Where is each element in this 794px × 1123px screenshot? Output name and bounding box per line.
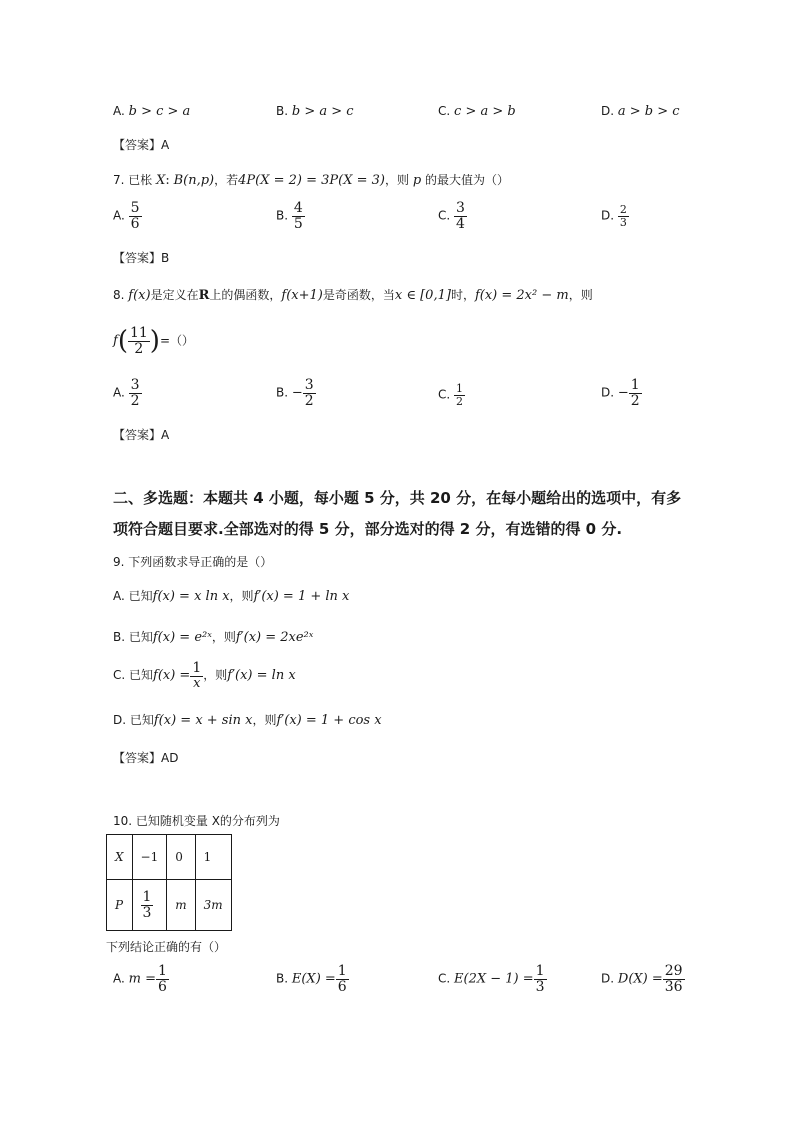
q8-number: 8. bbox=[113, 288, 125, 302]
q7-option-d bbox=[601, 204, 629, 228]
option-label: A. bbox=[113, 385, 125, 400]
q9-answer: 【答案】AD bbox=[113, 751, 179, 765]
numerator: 4 bbox=[293, 200, 303, 216]
option-label: D. bbox=[601, 208, 615, 223]
q8-text: 上的偶函数， bbox=[209, 288, 282, 302]
option-expr: b > a > c bbox=[291, 104, 354, 119]
table-cell: m bbox=[167, 880, 195, 931]
q8-option-d bbox=[601, 378, 642, 408]
option-label: D. bbox=[601, 971, 615, 986]
paren-open: ( bbox=[117, 326, 128, 357]
option-label: D. bbox=[601, 385, 615, 400]
option-lhs: E(2X − 1) = bbox=[454, 971, 534, 987]
numerator: 1 bbox=[337, 963, 347, 979]
q7-number: 7. 已枨 bbox=[113, 173, 153, 187]
table-cell: 3m bbox=[195, 880, 232, 931]
denominator: 3 bbox=[535, 978, 545, 995]
numerator: 1 bbox=[158, 963, 167, 979]
denominator: 2 bbox=[456, 394, 464, 408]
q8-text: ，则 bbox=[568, 288, 593, 302]
q6-option-c bbox=[438, 104, 516, 119]
q10-option-a bbox=[113, 964, 169, 994]
option-given: f(x) = x ln x bbox=[152, 589, 230, 604]
q6-option-d bbox=[601, 104, 680, 119]
fraction bbox=[190, 661, 203, 690]
fraction bbox=[629, 378, 642, 408]
numerator: 1 bbox=[630, 377, 640, 393]
option-label: A. 已知 bbox=[113, 589, 153, 603]
option-label: D. 已知 bbox=[113, 713, 154, 727]
fraction bbox=[618, 204, 629, 228]
option-expr: b > c > a bbox=[128, 104, 191, 119]
option-expr: c > a > b bbox=[454, 104, 516, 119]
q8-question-line bbox=[113, 326, 194, 356]
denominator: 4 bbox=[456, 215, 465, 232]
table-cell: 1 bbox=[195, 835, 232, 880]
q6-option-a bbox=[113, 104, 190, 119]
section-heading-line1: 二、多选题：本题共 4 小题，每小题 5 分，共 20 分，在每小题给出的选项中，有多 bbox=[113, 489, 682, 507]
distribution-table bbox=[106, 834, 232, 931]
numerator: 1 bbox=[535, 963, 545, 979]
q8-expr: f(x) bbox=[128, 288, 151, 303]
q8-expr: x ∈ [0,1] bbox=[394, 288, 451, 303]
q8-answer: 【答案】A bbox=[113, 428, 170, 442]
option-label: B. 已知 bbox=[113, 630, 153, 644]
q10-after: 下列结论正确的有（） bbox=[106, 940, 227, 954]
option-label: B. bbox=[276, 385, 289, 400]
option-lhs: m = bbox=[128, 971, 156, 987]
q7-var-x: X bbox=[156, 173, 166, 188]
fraction bbox=[129, 201, 142, 231]
option-label: C. 已知 bbox=[113, 668, 154, 683]
fraction bbox=[156, 964, 169, 994]
q8-option-b bbox=[276, 378, 316, 408]
option-label: C. bbox=[438, 971, 451, 986]
q8-text: 时， bbox=[450, 288, 475, 302]
fraction bbox=[303, 378, 316, 408]
numerator: 2 bbox=[619, 203, 627, 216]
numerator: 1 bbox=[456, 382, 464, 395]
option-sign: − bbox=[291, 385, 303, 401]
numerator: 1 bbox=[192, 660, 202, 676]
q8-text: 是奇函数，当 bbox=[322, 288, 395, 302]
q7-text: 的最大值为（） bbox=[424, 173, 509, 187]
q8-tail: =（） bbox=[159, 333, 195, 348]
option-label: B. bbox=[276, 208, 289, 223]
fraction bbox=[336, 964, 349, 994]
q9-option-d bbox=[113, 711, 382, 728]
denominator: 2 bbox=[130, 392, 140, 409]
q7-option-c bbox=[438, 201, 467, 231]
option-label: D. bbox=[601, 104, 615, 118]
option-label: C. bbox=[438, 387, 451, 402]
q8-function-name: f bbox=[113, 333, 118, 349]
numerator: 3 bbox=[456, 200, 465, 216]
option-given: f(x) = x + sin x bbox=[153, 713, 253, 728]
paren-close: ) bbox=[149, 326, 160, 357]
fraction bbox=[141, 890, 154, 920]
q7-option-b bbox=[276, 201, 305, 231]
q9-option-a bbox=[113, 587, 349, 604]
table-cell: −1 bbox=[132, 835, 167, 880]
fraction bbox=[663, 964, 685, 994]
q8-stem bbox=[113, 286, 593, 303]
q7-var-p: p bbox=[412, 173, 422, 188]
q6-answer: 【答案】A bbox=[113, 138, 170, 152]
denominator: x bbox=[193, 675, 201, 691]
numerator: 11 bbox=[129, 325, 148, 341]
option-then: ，则 bbox=[211, 630, 236, 644]
q7-answer: 【答案】B bbox=[113, 251, 170, 265]
option-result: f′(x) = 2xe²ˣ bbox=[235, 630, 314, 645]
option-given: f(x) = bbox=[153, 668, 191, 684]
q9-option-b bbox=[113, 628, 313, 645]
q10-option-d bbox=[601, 964, 685, 994]
option-result: f′(x) = 1 + ln x bbox=[253, 589, 350, 604]
q9-stem: 9. 下列函数求导正确的是（） bbox=[113, 555, 273, 569]
q10-option-c bbox=[438, 964, 547, 994]
q6-option-b bbox=[276, 104, 354, 119]
option-then: ，则 bbox=[229, 589, 254, 603]
table-cell: 0 bbox=[167, 835, 195, 880]
option-label: A. bbox=[113, 971, 125, 986]
denominator: 3 bbox=[619, 215, 627, 229]
denominator: 2 bbox=[630, 392, 640, 409]
fraction bbox=[292, 201, 305, 231]
option-label: A. bbox=[113, 104, 125, 118]
option-given: f(x) = e²ˣ bbox=[152, 630, 212, 645]
table-cell: P bbox=[107, 880, 133, 931]
denominator: 6 bbox=[158, 978, 167, 995]
numerator: 29 bbox=[664, 963, 683, 979]
q10-option-b bbox=[276, 964, 349, 994]
option-sign: − bbox=[617, 385, 629, 401]
option-label: A. bbox=[113, 208, 125, 223]
q8-real-set: R bbox=[198, 288, 210, 303]
q9-option-c bbox=[113, 661, 296, 690]
denominator: 2 bbox=[134, 340, 144, 357]
fraction bbox=[129, 378, 142, 408]
section-heading-line2: 项符合题目要求.全部选对的得 5 分，部分选对的得 2 分，有选错的得 0 分. bbox=[113, 520, 623, 538]
q8-text: 是定义在 bbox=[150, 288, 199, 302]
option-result: f′(x) = 1 + cos x bbox=[276, 713, 382, 728]
fraction bbox=[128, 326, 150, 356]
q7-text: ，若 bbox=[214, 173, 239, 187]
q7-colon: : bbox=[165, 173, 170, 188]
option-then: ，则 bbox=[203, 668, 228, 683]
denominator: 36 bbox=[664, 978, 683, 995]
numerator: 5 bbox=[130, 200, 140, 216]
table-cell: X bbox=[107, 835, 133, 880]
fraction bbox=[454, 383, 465, 407]
q7-stem bbox=[113, 171, 509, 188]
denominator: 6 bbox=[130, 215, 140, 232]
q7-option-a bbox=[113, 201, 142, 231]
denominator: 5 bbox=[293, 215, 303, 232]
q10-stem: 10. 已知随机变量 X的分布列为 bbox=[113, 814, 280, 828]
option-lhs: D(X) = bbox=[617, 971, 663, 987]
q7-text: ，则 bbox=[384, 173, 409, 187]
table-cell bbox=[132, 880, 167, 931]
fraction bbox=[534, 964, 547, 994]
option-then: ，则 bbox=[252, 713, 277, 727]
numerator: 3 bbox=[130, 377, 140, 393]
option-lhs: E(X) = bbox=[291, 971, 336, 987]
option-result: f′(x) = ln x bbox=[227, 668, 296, 684]
q8-option-a bbox=[113, 378, 142, 408]
numerator: 1 bbox=[142, 888, 152, 905]
denominator: 6 bbox=[337, 978, 347, 995]
option-label: C. bbox=[438, 104, 451, 118]
option-expr: a > b > c bbox=[617, 104, 680, 119]
fraction bbox=[454, 201, 467, 231]
q7-binomial: B(n,p) bbox=[173, 173, 215, 188]
q7-condition: 4P(X = 2) = 3P(X = 3) bbox=[238, 173, 385, 188]
denominator: 2 bbox=[304, 392, 314, 409]
q8-expr: f(x+1) bbox=[281, 288, 323, 303]
table-row bbox=[107, 835, 232, 880]
numerator: 3 bbox=[304, 377, 314, 393]
denominator: 3 bbox=[142, 904, 152, 921]
option-label: B. bbox=[276, 104, 289, 118]
table-row bbox=[107, 880, 232, 931]
option-label: C. bbox=[438, 208, 451, 223]
option-label: B. bbox=[276, 971, 289, 986]
q8-expr: f(x) = 2x² − m bbox=[474, 288, 569, 303]
q8-option-c bbox=[438, 383, 465, 407]
